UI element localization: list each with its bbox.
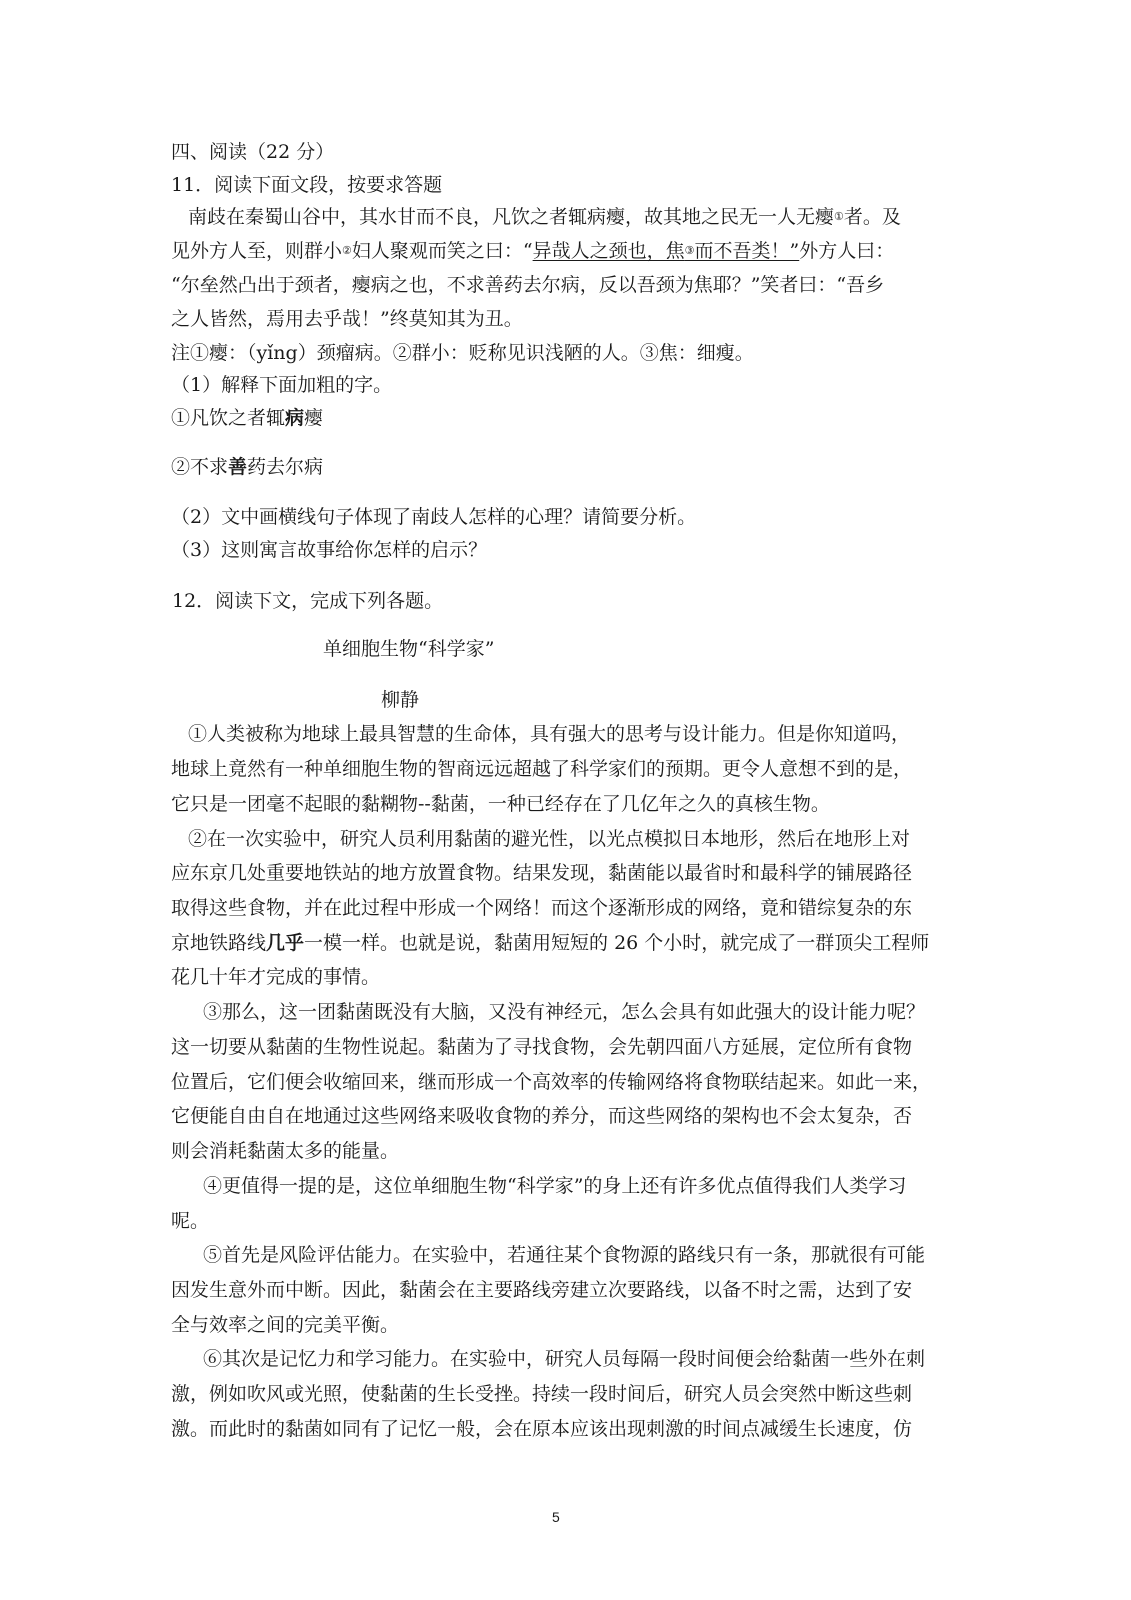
article-line: 花几十年才完成的事情。 <box>171 966 381 988</box>
question-11-stem: 11．阅读下面文段，按要求答题 <box>171 174 443 196</box>
q11-passage-line-3: “尔垒然凸出于颈者，瘿病之也，不求善药去尔病，反以吾颈为焦耶？”笑者曰：“吾乡 <box>171 274 885 296</box>
q11-sub-question-2: （2）文中画横线句子体现了南歧人怎样的心理？请简要分析。 <box>171 506 697 528</box>
article-line: 则会消耗黏菌太多的能量。 <box>171 1140 400 1162</box>
underlined-sentence: 异哉人之颈也，焦③而不吾类！” <box>532 240 800 262</box>
article-line: 激。而此时的黏菌如同有了记忆一般，会在原本应该出现刺激的时间点减缓生长速度，仿 <box>171 1418 913 1440</box>
article-line: ②在一次实验中，研究人员利用黏菌的避光性，以光点模拟日本地形，然后在地形上对 <box>188 828 911 850</box>
article-line: 全与效率之间的完美平衡。 <box>171 1314 400 1336</box>
article-line: ④更值得一提的是，这位单细胞生物“科学家”的身上还有许多优点值得我们人类学习 <box>203 1175 907 1197</box>
q11-passage-line-2: 见外方人至，则群小②妇人聚观而笑之曰：“异哉人之颈也，焦③而不吾类！”外方人曰： <box>171 240 895 262</box>
article-line: 激，例如吹风或光照，使黏菌的生长受挫。持续一段时间后，研究人员会突然中断这些刺 <box>171 1383 913 1405</box>
article-line: 这一切要从黏菌的生物性说起。黏菌为了寻找食物，会先朝四面八方延展，定位所有食物 <box>171 1036 913 1058</box>
q11-passage-line-4: 之人皆然，焉用去乎哉！”终莫知其为丑。 <box>171 308 523 330</box>
article-line: 它只是一团毫不起眼的黏糊物--黏菌，一种已经存在了几亿年之久的真核生物。 <box>171 793 830 815</box>
article-line: ⑤首先是风险评估能力。在实验中，若通往某个食物源的路线只有一条，那就很有可能 <box>203 1244 926 1266</box>
article-line: 地球上竟然有一种单细胞生物的智商远远超越了科学家们的预期。更令人意想不到的是， <box>171 758 913 780</box>
q11-passage-line-1: 南歧在秦蜀山谷中，其水甘而不良，凡饮之者辄病瘿，故其地之民无一人无瘿①者。及 <box>188 206 901 228</box>
q11-sub-question-1: （1）解释下面加粗的字。 <box>171 374 393 396</box>
article-line: ⑥其次是记忆力和学习能力。在实验中，研究人员每隔一段时间便会给黏菌一些外在刺 <box>203 1348 926 1370</box>
page-number: 5 <box>552 1509 560 1525</box>
q11-item-1: ①凡饮之者辄病瘿 <box>171 407 324 429</box>
article-line: 位置后，它们便会收缩回来，继而形成一个高效率的传输网络将食物联结起来。如此一来， <box>171 1071 932 1093</box>
article-line: 它便能自由自在地通过这些网络来吸收食物的养分，而这些网络的架构也不会太复杂，否 <box>171 1105 913 1127</box>
article-line: ①人类被称为地球上最具智慧的生命体，具有强大的思考与设计能力。但是你知道吗， <box>188 723 911 745</box>
q11-note: 注①瘿：（yǐng）颈瘤病。②群小：贬称见识浅陋的人。③焦：细瘦。 <box>171 342 754 364</box>
question-12-stem: 12．阅读下文，完成下列各题。 <box>172 590 444 612</box>
q11-item-2: ②不求善药去尔病 <box>171 456 324 478</box>
article-line: 应东京几处重要地铁站的地方放置食物。结果发现，黏菌能以最省时和最科学的铺展路径 <box>171 862 913 884</box>
q11-sub-question-3: （3）这则寓言故事给你怎样的启示？ <box>171 539 488 561</box>
article-author: 柳静 <box>381 689 420 711</box>
article-line: 取得这些食物，并在此过程中形成一个网络！而这个逐渐形成的网络，竟和错综复杂的东 <box>171 897 913 919</box>
article-line: 京地铁路线几乎一模一样。也就是说，黏菌用短短的 26 个小时，就完成了一群顶尖工程师 <box>171 932 930 954</box>
article-line: 因发生意外而中断。因此，黏菌会在主要路线旁建立次要路线，以备不时之需，达到了安 <box>171 1279 913 1301</box>
article-title: 单细胞生物“科学家” <box>323 638 495 660</box>
section-heading: 四、阅读（22 分） <box>171 141 335 163</box>
article-line: 呢。 <box>171 1210 210 1232</box>
article-line: ③那么，这一团黏菌既没有大脑，又没有神经元，怎么会具有如此强大的设计能力呢？ <box>203 1001 926 1023</box>
